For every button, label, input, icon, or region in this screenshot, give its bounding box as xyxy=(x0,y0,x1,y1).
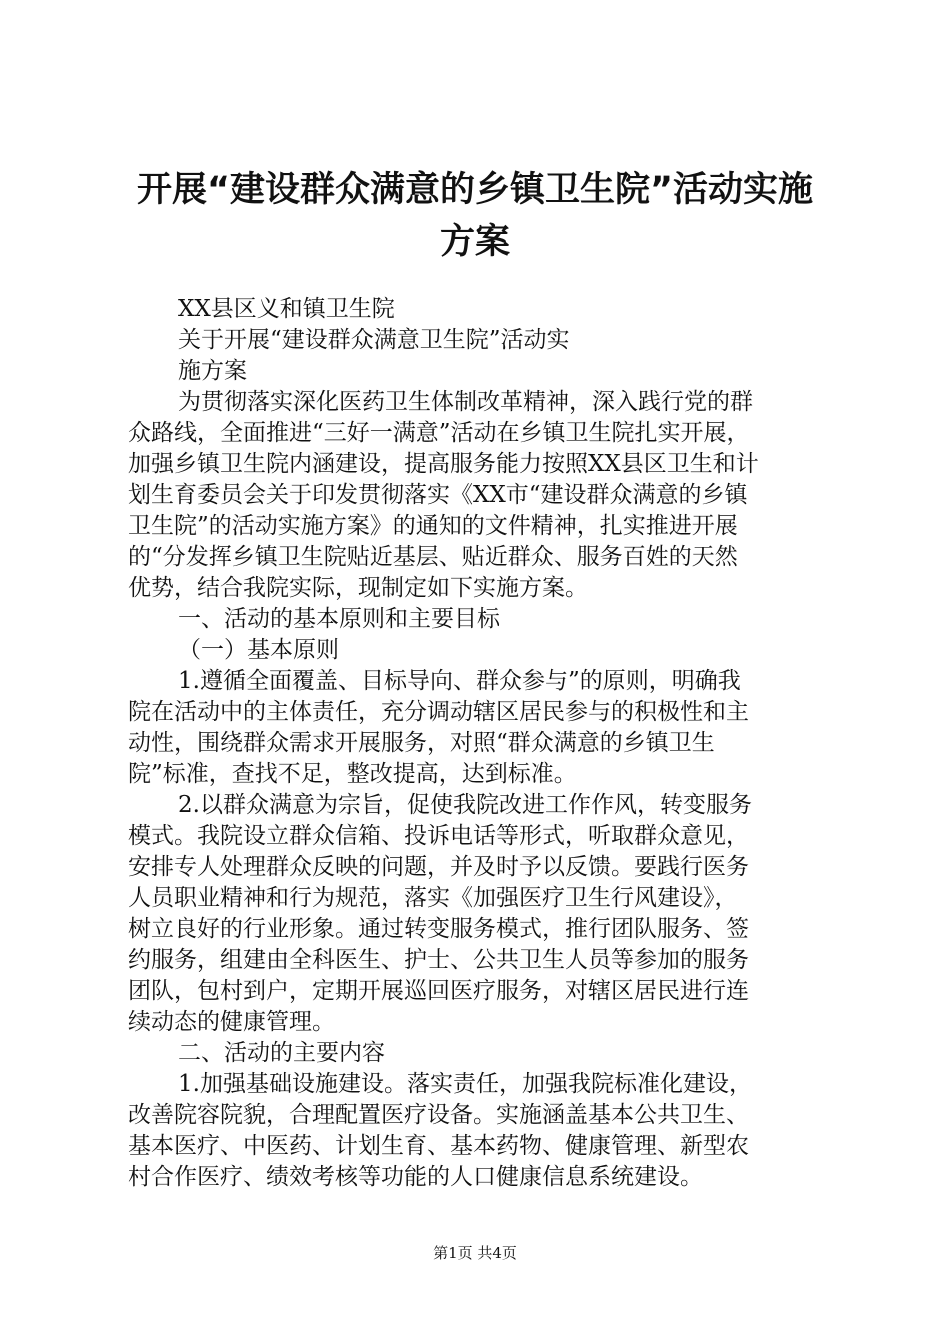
body-line: 村合作医疗、绩效考核等功能的人口健康信息系统建设。 xyxy=(128,1164,703,1190)
body-line: 续动态的健康管理。 xyxy=(128,1009,335,1035)
body-line: 院”标准，查找不足，整改提高，达到标准。 xyxy=(128,761,577,787)
body-line: XX县区义和镇卫生院 xyxy=(178,296,395,322)
body-line: 加强乡镇卫生院内涵建设，提高服务能力按照XX县区卫生和计 xyxy=(128,451,759,477)
body-line: 动性，围绕群众需求开展服务，对照“群众满意的乡镇卫生 xyxy=(128,730,715,756)
body-line: 基本医疗、中医药、计划生育、基本药物、健康管理、新型农 xyxy=(128,1133,749,1159)
body-line: 院在活动中的主体责任，充分调动辖区居民参与的积极性和主 xyxy=(128,699,749,725)
body-line: 人员职业精神和行为规范，落实《加强医疗卫生行风建设》， xyxy=(128,885,738,911)
document-title-line-1: 开展“建设群众满意的乡镇卫生院”活动实施 xyxy=(136,170,813,210)
body-line: 约服务，组建由全科医生、护士、公共卫生人员等参加的服务 xyxy=(128,947,749,973)
body-line: 团队，包村到户，定期开展巡回医疗服务，对辖区居民进行连 xyxy=(128,978,749,1004)
body-line: 改善院容院貌，合理配置医疗设备。实施涵盖基本公共卫生、 xyxy=(128,1102,749,1128)
body-line: 优势，结合我院实际，现制定如下实施方案。 xyxy=(128,575,588,601)
body-line: 关于开展“建设群众满意卫生院”活动实 xyxy=(178,327,570,353)
body-line: （一）基本原则 xyxy=(178,637,339,663)
page-footer: 第1页 共4页 xyxy=(433,1244,517,1262)
body-line: 树立良好的行业形象。通过转变服务模式，推行团队服务、签 xyxy=(128,916,749,942)
body-line: 2.以群众满意为宗旨，促使我院改进工作作风，转变服务 xyxy=(178,792,752,818)
body-line: 1.加强基础设施建设。落实责任，加强我院标准化建设， xyxy=(178,1071,752,1097)
document-body xyxy=(128,294,828,1193)
body-line: 施方案 xyxy=(178,358,247,384)
body-line: 为贯彻落实深化医药卫生体制改革精神，深入践行党的群 xyxy=(178,389,753,415)
body-line: 模式。我院设立群众信箱、投诉电话等形式，听取群众意见， xyxy=(128,823,749,849)
body-line: 划生育委员会关于印发贯彻落实《XX市“建设群众满意的乡镇 xyxy=(128,482,748,508)
document-title-line-2: 方案 xyxy=(439,222,510,262)
body-line: 卫生院”的活动实施方案》的通知的文件精神，扎实推进开展 xyxy=(128,513,738,539)
body-line: 众路线，全面推进“三好一满意”活动在乡镇卫生院扎实开展， xyxy=(128,420,750,446)
body-line: 二、活动的主要内容 xyxy=(178,1040,385,1066)
body-line: 的“分发挥乡镇卫生院贴近基层、贴近群众、服务百姓的天然 xyxy=(128,544,738,570)
body-line: 1.遵循全面覆盖、目标导向、群众参与”的原则，明确我 xyxy=(178,668,741,694)
body-line: 一、活动的基本原则和主要目标 xyxy=(178,606,500,632)
body-line: 安排专人处理群众反映的问题，并及时予以反馈。要践行医务 xyxy=(128,854,749,880)
